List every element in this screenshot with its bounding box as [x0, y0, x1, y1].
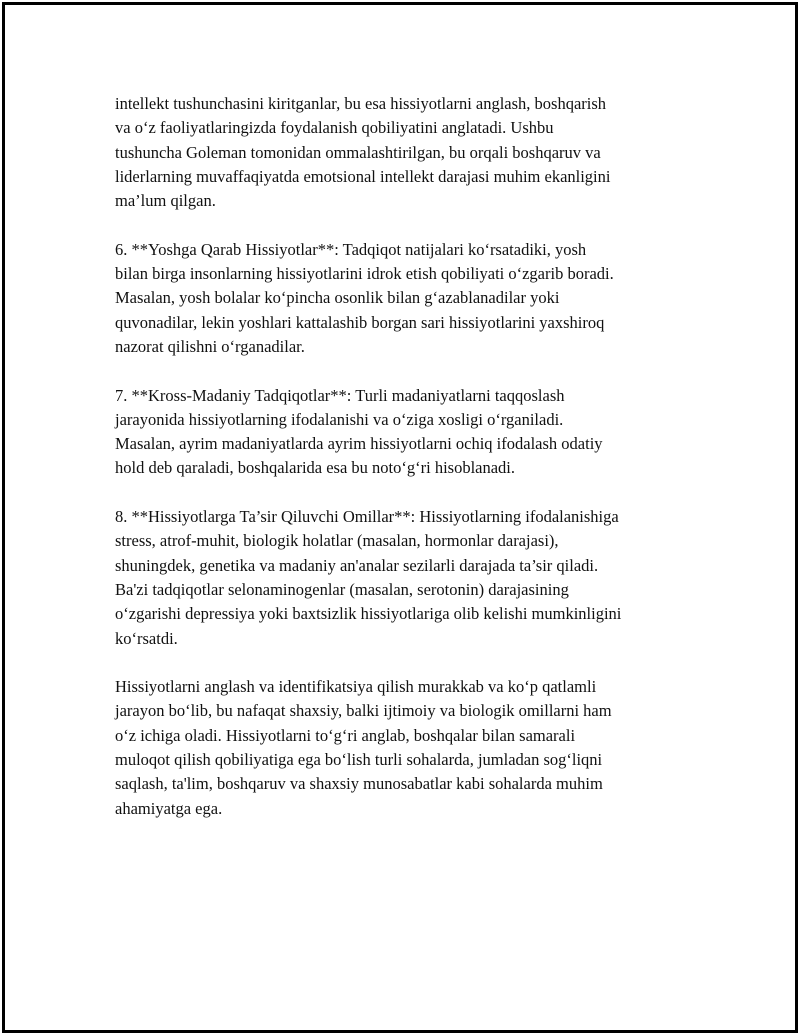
paragraph-cross-cultural: 7. **Kross-Madaniy Tadqiqotlar**: Turli madaniyatlarni taqqoslash jarayonida hissiyotlarning ifodalanishi va o‘ziga xosligi o‘rganiladi. Masalan, ayrim madaniyatlarda ayrim hissiyotlarni ochiq ifodalash odatiy hold deb qaraladi, boshqalarida esa bu noto‘g‘ri hisoblanadi.: [115, 385, 603, 478]
paragraph-emotional-intellect-intro: intellekt tushunchasini kiritganlar, bu esa hissiyotlarni anglash, boshqarish va o‘z faoliyatlaringizda foydalanish qobiliyatini anglatadi. Ushbu tushuncha Goleman tomonidan ommalashtirilgan, bu orqali boshqaruv va liderlarning muvaffaqiyatda emotsional intellekt darajasi muhim ekanligini ma’lum qilgan.: [115, 94, 611, 211]
paragraph-age-emotions: 6. **Yoshga Qarab Hissiyotlar**: Tadqiqot natijalari ko‘rsatadiki, yosh bilan birga insonlarning hissiyotlarini idrok etish qobiliyati o‘zgarib boradi. Masalan, yosh bolalar ko‘pincha osonlik bilan g‘azablanadilar yoki quvonadilar, lekin yoshlari kattalashib borgan sari hissiyotlarini yaxshiroq nazorat qilishni o‘rganadilar.: [115, 239, 614, 356]
paragraph-influencing-factors: 8. **Hissiyotlarga Ta’sir Qiluvchi Omillar**: Hissiyotlarning ifodalanishiga stress, atrof-muhit, biologik holatlar (masalan, hormonlar darajasi), shuningdek, genetika va madaniy an'analar sezilarli darajada ta’sir qiladi. Ba'zi tadqiqotlar selonaminogenlar (masalan, serotonin) darajasining o‘zgarishi depressiya yoki baxtsizlik hissiyotlariga olib kelishi mumkinligini ko‘rsatdi.: [115, 507, 622, 648]
paragraph-conclusion: Hissiyotlarni anglash va identifikatsiya qilish murakkab va ko‘p qatlamli jarayon bo‘lib, bu nafaqat shaxsiy, balki ijtimoiy va biologik omillarni ham o‘z ichiga oladi. Hissiyotlarni to‘g‘ri anglab, boshqalar bilan samarali muloqot qilish qobiliyatiga ega bo‘lish turli sohalarda, jumladan sog‘liqni saqlash, ta'lim, boshqaruv va shaxsiy munosabatlar kabi sohalarda muhim ahamiyatga ega.: [115, 677, 612, 818]
document-body: [115, 92, 695, 845]
